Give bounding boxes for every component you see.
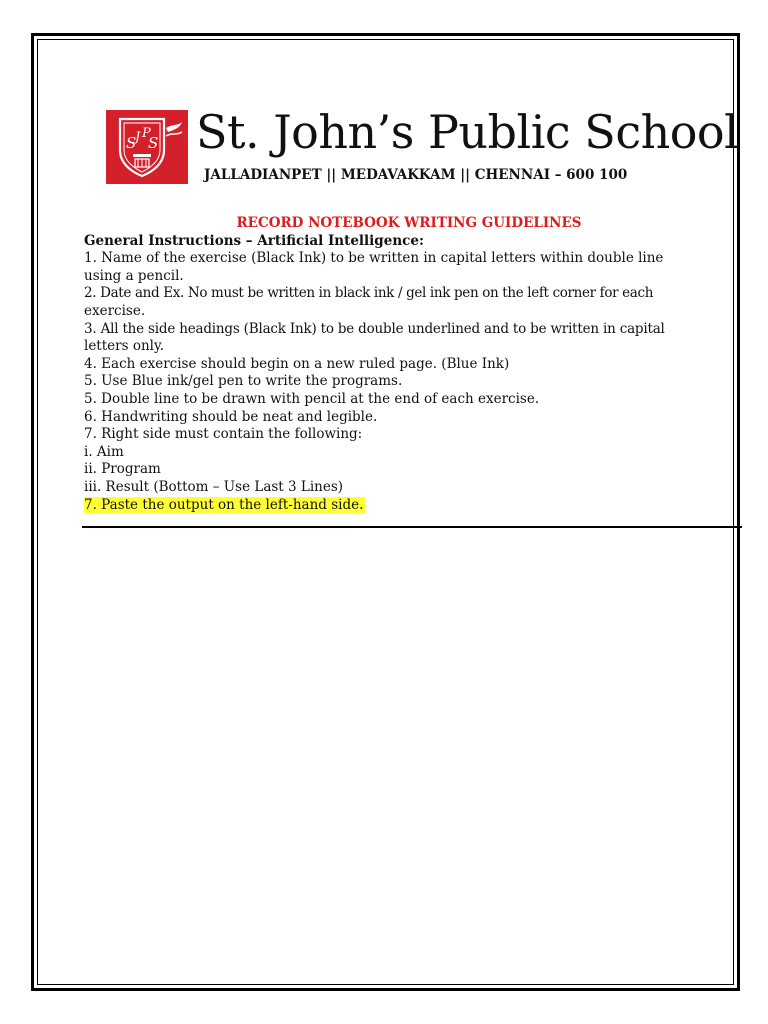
- document-title: RECORD NOTEBOOK WRITING GUIDELINES: [236, 215, 582, 231]
- guideline-line: iii. Result (Bottom – Use Last 3 Lines): [84, 478, 344, 495]
- school-logo: [106, 110, 188, 184]
- guideline-line: 6. Handwriting should be neat and legible.: [84, 408, 378, 425]
- svg-text:J: J: [135, 130, 141, 145]
- guideline-line: 5. Double line to be drawn with pencil at the end of each exercise.: [84, 390, 540, 407]
- shield-crest-icon: [106, 110, 188, 184]
- svg-text:S: S: [148, 134, 159, 152]
- guideline-line: 3. All the side headings (Black Ink) to be double underlined and to be written in capital: [84, 320, 665, 337]
- school-name: St. John’s Public School: [196, 105, 739, 159]
- guideline-line: exercise.: [84, 302, 146, 319]
- guideline-line: 5. Use Blue ink/gel pen to write the programs.: [84, 373, 403, 390]
- school-header: [106, 105, 739, 188]
- guideline-line: ii. Program: [84, 461, 161, 478]
- guideline-line: 1. Name of the exercise (Black Ink) to be written in capital letters within double line: [84, 250, 664, 267]
- school-address: JALLADIANPET || MEDAVAKKAM || CHENNAI – 600 100: [204, 167, 628, 183]
- guideline-line: i. Aim: [84, 443, 124, 460]
- guideline-line: using a pencil.: [84, 267, 184, 284]
- guideline-line: letters only.: [84, 338, 165, 355]
- guidelines-content: [84, 215, 736, 514]
- guideline-line: 4. Each exercise should begin on a new ruled page. (Blue Ink): [84, 355, 510, 372]
- guideline-line: 7. Right side must contain the following:: [84, 426, 363, 443]
- highlighted-guideline: 7. Paste the output on the left-hand side.: [84, 496, 364, 513]
- horizontal-rule: [82, 526, 742, 528]
- guideline-line: 2. Date and Ex. No must be written in black ink / gel ink pen on the left corner for each: [84, 285, 654, 302]
- svg-text:P: P: [142, 126, 151, 141]
- svg-text:S: S: [126, 134, 137, 152]
- section-heading: General Instructions – Artificial Intelligence:: [84, 232, 424, 249]
